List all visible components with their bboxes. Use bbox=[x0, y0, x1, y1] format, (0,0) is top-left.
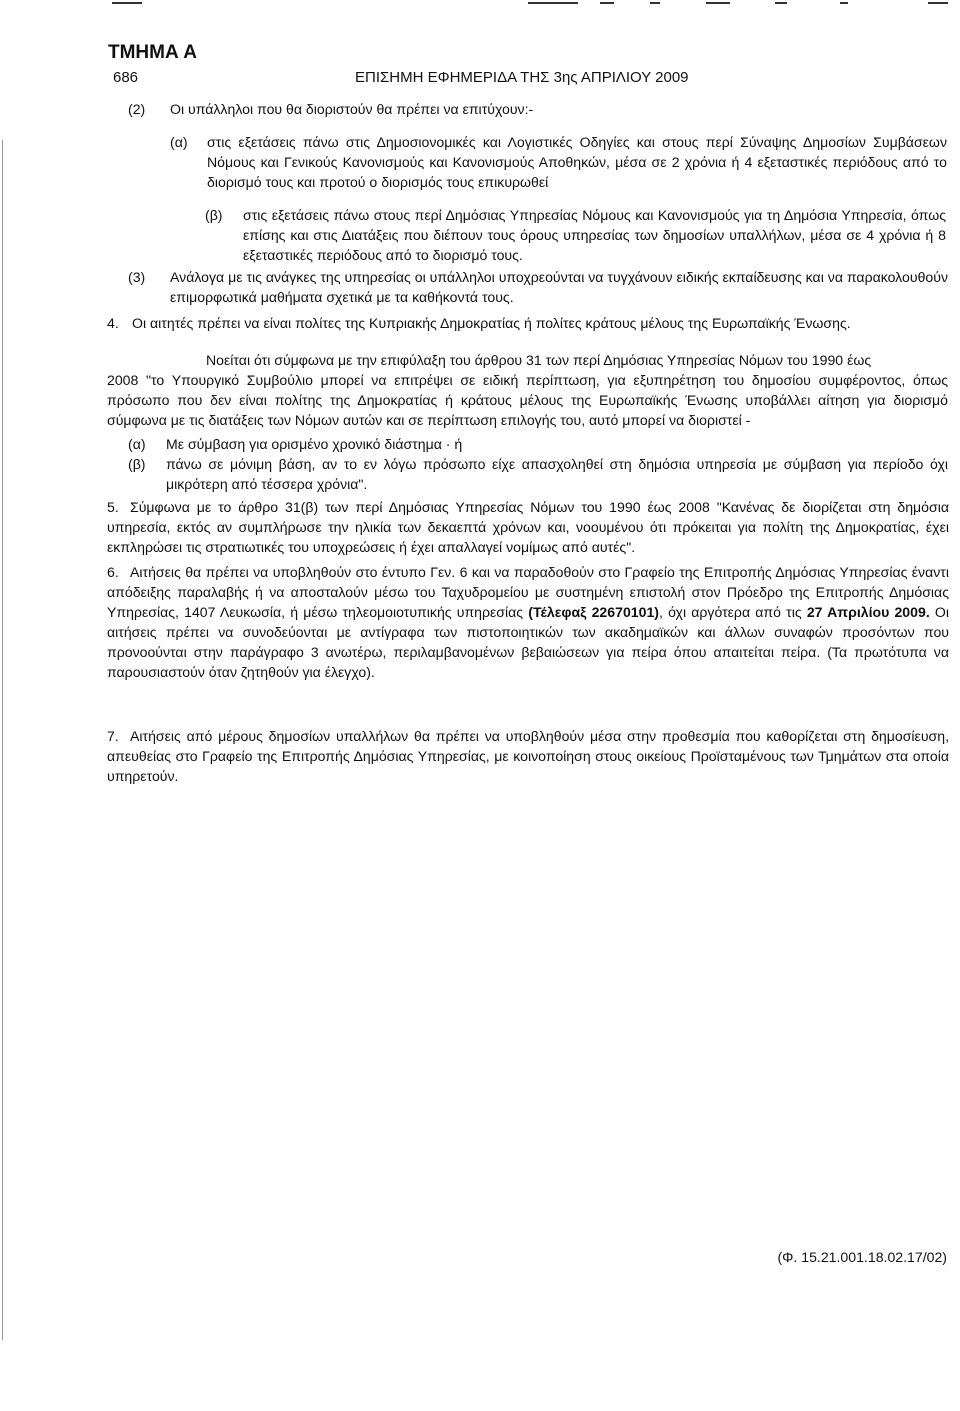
paragraph-2-label: (2) bbox=[128, 101, 146, 117]
deadline: 27 Απριλίου 2009. bbox=[806, 604, 930, 620]
running-title: ΕΠΙΣΗΜΗ ΕΦΗΜΕΡΙΔΑ ΤΗΣ 3ης ΑΠΡΙΛΙΟΥ 2009 bbox=[355, 69, 689, 86]
paragraph-3-text: Ανάλογα με τις ανάγκες της υπηρεσίας οι υπάλληλοι υποχρεούνται να τυγχάνουν ειδικής εκπαίδευσης και να παρακολουθούν επιμορφωτικά μαθήματα σχετικά με τα καθήκοντά τους. bbox=[170, 269, 948, 305]
paragraph-6-label: 6. bbox=[107, 564, 119, 580]
paragraph-2-intro: Οι υπάλληλοι που θα διοριστούν θα πρέπει να επιτύχουν:- bbox=[170, 101, 534, 117]
proviso-a-text: Με σύμβαση για ορισμένο χρονικό διάστημα · ή bbox=[166, 436, 463, 452]
scan-top-marks bbox=[0, 0, 960, 8]
paragraph-6-text-3: Οι αιτήσεις πρέπει να συνοδεύονται με αντίγραφα των πιστοποιητικών των ακαδημαϊκών και άλλων συναφών προσόντων που προνοούνται στην παράγραφο 3 ανωτέρω, περιλαμβανομένων βεβαιώσεων για πείρα όπου απαιτείται πείρα. (Τα πρωτότυπα να παρουσιαστούν όταν ζητηθούν για έλεγχο). bbox=[107, 604, 949, 680]
paragraph-7-label: 7. bbox=[107, 728, 119, 744]
paragraph-5-text: Σύμφωνα με το άρθρο 31(β) των περί Δημόσιας Υπηρεσίας Νόμων του 1990 έως 2008 "Κανένας δε διορίζεται στη δημόσια υπηρεσία, εκτός αν συμπλήρωσε την ηλικία των δεκαεπτά χρόνων και, νοουμένου ότι πρόκειται για πολίτη της Δημοκρατίας, έχει εκπληρώσει τις στρατιωτικές του υποχρεώσεις ή έχει απαλλαγεί νομίμως από αυτές". bbox=[107, 499, 949, 555]
paragraph-3-label: (3) bbox=[128, 269, 146, 285]
proviso-b-text: πάνω σε μόνιμη βάση, αν το εν λόγω πρόσωπο είχε απασχοληθεί στη δημόσια υπηρεσία με σύμβαση για περίοδο όχι μικρότερη από τέσσερα χρόνια". bbox=[166, 456, 948, 492]
paragraph-6-text-1: Αιτήσεις θα πρέπει να υποβληθούν στο έντυπο Γεν. 6 και να παραδοθούν στο Γραφείο της Επιτροπής Δημόσιας Υπηρεσίας έναντι απόδειξης παραλαβής ή να αποσταλούν μέσω του Ταχυδρομείου με συστημένη επιστολή στον Πρόεδρο της Επιτροπής Δημόσιας Υπηρεσίας, 1407 Λευκωσία, ή μέσω τηλεομοιοτυπικής υπηρεσίας bbox=[107, 564, 949, 620]
item-2b-label: (β) bbox=[205, 207, 223, 223]
paragraph-5-label: 5. bbox=[107, 499, 119, 515]
section-title: ΤΜΗΜΑ Α bbox=[108, 42, 197, 63]
proviso-first-line: Νοείται ότι σύμφωνα με την επιφύλαξη του άρθρου 31 των περί Δημόσιας Υπηρεσίας Νόμων του 1990 έως bbox=[206, 352, 872, 368]
paragraph-6-text-2: , όχι αργότερα από τις bbox=[659, 604, 802, 620]
page-number: 686 bbox=[113, 69, 139, 86]
scan-edge-line bbox=[2, 140, 3, 1340]
item-2b-text: στις εξετάσεις πάνω στους περί Δημόσιας Υπηρεσίας Νόμους και Κανονισμούς για τη Δημόσια Υπηρεσία, όπως επίσης και στις Διατάξεις που διέπουν τους όρους υπηρεσίας των δημοσίων υπαλλήλων, μέσα σε 4 χρόνια ή 8 εξεταστικές περιόδους από το διορισμό τους. bbox=[243, 207, 946, 263]
item-2a-label: (α) bbox=[170, 134, 188, 150]
fax-number: (Τέλεφαξ 22670101) bbox=[528, 604, 659, 620]
item-2a-text: στις εξετάσεις πάνω στις Δημοσιονομικές και Λογιστικές Οδηγίες και στους περί Σύναψης Δημοσίων Συμβάσεων Νόμους και Γενικούς Κανονισμούς και Κανονισμούς Αποθηκών, μέσα σε 2 χρόνια ή 4 εξεταστικές περιόδους από το διορισμό τους και προτού ο διορισμός τους επικυρωθεί bbox=[207, 134, 947, 190]
paragraph-4-label: 4. bbox=[107, 315, 119, 331]
file-reference: (Φ. 15.21.001.18.02.17/02) bbox=[777, 1249, 947, 1265]
proviso-b-label: (β) bbox=[128, 456, 146, 472]
proviso-a-label: (α) bbox=[128, 436, 146, 452]
proviso-text: 2008 "το Υπουργικό Συμβούλιο μπορεί να επιτρέψει σε ειδική περίπτωση, για εξυπηρέτηση του δημοσίου συμφέροντος, όπως πρόσωπο που δεν είναι πολίτης της Δημοκρατίας ή κράτους μέλους της Ευρωπαϊκής Ένωσης υποβάλλει αίτηση για διορισμό σύμφωνα με τις διατάξεις των Νόμων αυτών και σε περίπτωση επιλογής του, αυτό μπορεί να διοριστεί - bbox=[107, 372, 948, 428]
paragraph-7-text: Αιτήσεις από μέρους δημοσίων υπαλλήλων θα πρέπει να υποβληθούν μέσα στην προθεσμία που καθορίζεται στη δημοσίευση, απευθείας στο Γραφείο της Επιτροπής Δημόσιας Υπηρεσίας, με κοινοποίηση στους οικείους Προϊσταμένους των Τμημάτων στα οποία υπηρετούν. bbox=[107, 728, 949, 784]
paragraph-4-text: Οι αιτητές πρέπει να είναι πολίτες της Κυπριακής Δημοκρατίας ή πολίτες κράτους μέλους της Ευρωπαϊκής Ένωσης. bbox=[132, 315, 851, 331]
paragraph-6-text bbox=[107, 562, 949, 682]
